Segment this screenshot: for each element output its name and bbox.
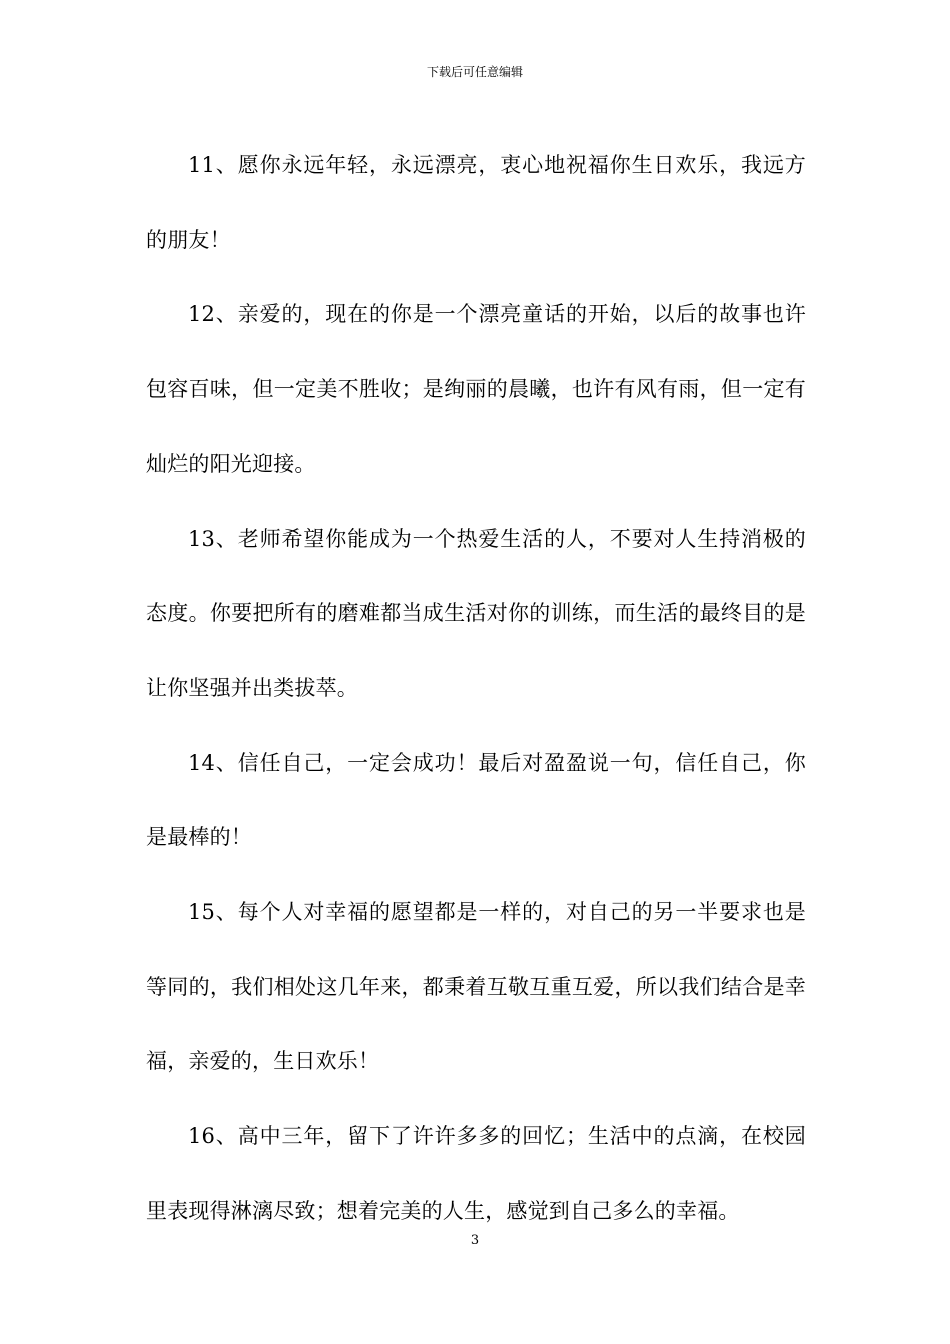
paragraph-14: 14、信任自己，一定会成功！最后对盈盈说一句，信任自己，你是最棒的！ bbox=[146, 750, 806, 850]
paragraph-13: 13、老师希望你能成为一个热爱生活的人，不要对人生持消极的态度。你要把所有的磨难都当成生活对你的训练，而生活的最终目的是让你坚强并出类拔萃。 bbox=[146, 526, 806, 700]
document-body bbox=[146, 128, 806, 1249]
page-number: 3 bbox=[470, 1233, 480, 1248]
paragraph-15: 15、每个人对幸福的愿望都是一样的，对自己的另一半要求也是等同的，我们相处这几年来，都秉着互敬互重互爱，所以我们结合是幸福，亲爱的，生日欢乐！ bbox=[146, 900, 806, 1074]
paragraph-11: 11、愿你永远年轻，永远漂亮，衷心地祝福你生日欢乐，我远方的朋友！ bbox=[146, 153, 806, 252]
page-header: 下载后可任意编辑 bbox=[426, 65, 523, 79]
paragraph-12: 12、亲爱的，现在的你是一个漂亮童话的开始，以后的故事也许包容百味，但一定美不胜收；是绚丽的晨曦，也许有风有雨，但一定有灿烂的阳光迎接。 bbox=[146, 302, 806, 476]
paragraph-16: 16、高中三年，留下了许许多多的回忆；生活中的点滴，在校园里表现得淋漓尽致；想着完美的人生，感觉到自己多么的幸福。 bbox=[146, 1124, 806, 1223]
